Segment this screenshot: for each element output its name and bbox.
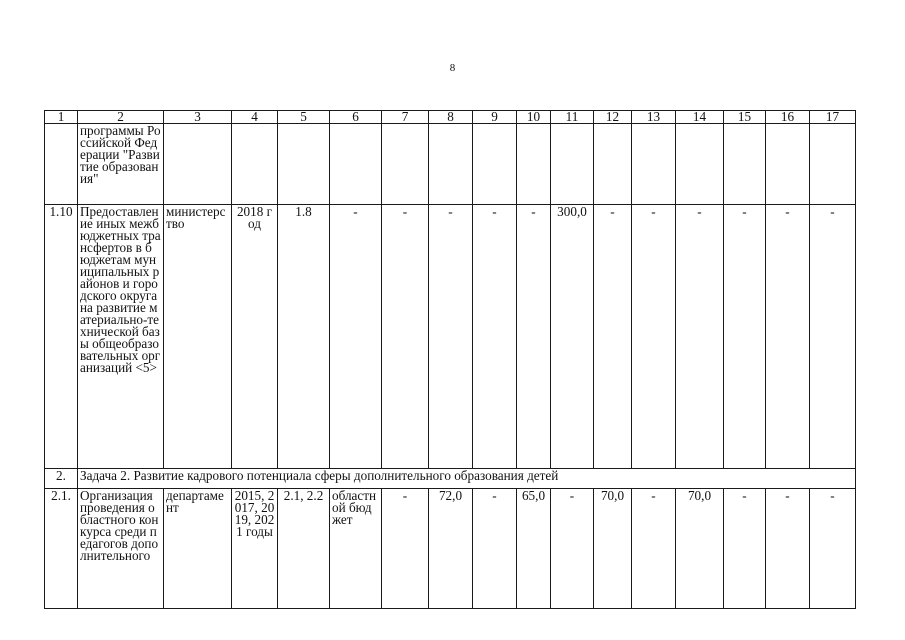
column-header: 8 [429, 111, 473, 124]
executor-cell: министерство [164, 205, 232, 469]
source-cell: областной бюджет [330, 489, 382, 609]
value-cell: - [382, 489, 429, 609]
source-cell: - [330, 205, 382, 469]
value-cell: - [473, 205, 517, 469]
value-cell: - [724, 489, 766, 609]
task-title-cell: Задача 2. Развитие кадрового потенциала сферы дополнительного образования детей [78, 469, 856, 489]
value-cell: - [429, 205, 473, 469]
table-row-1-10 [45, 205, 856, 469]
row-number-cell: 2.1. [45, 489, 78, 609]
table-cell [594, 124, 632, 205]
table-cell [382, 124, 429, 205]
period-cell: 2015, 2017, 2019, 2021 годы [232, 489, 278, 609]
value-cell: - [766, 489, 810, 609]
column-header: 12 [594, 111, 632, 124]
table-cell [330, 124, 382, 205]
table-cell [551, 124, 594, 205]
column-header: 15 [724, 111, 766, 124]
value-cell: - [594, 205, 632, 469]
value-cell: 72,0 [429, 489, 473, 609]
value-cell: - [517, 205, 551, 469]
table-cell [232, 124, 278, 205]
column-header: 2 [78, 111, 164, 124]
value-cell: 70,0 [594, 489, 632, 609]
value-cell: - [766, 205, 810, 469]
value-cell: - [676, 205, 724, 469]
value-cell: - [810, 205, 856, 469]
program-table [44, 110, 856, 609]
value-cell: - [632, 205, 676, 469]
column-header: 1 [45, 111, 78, 124]
column-number-row [45, 111, 856, 124]
column-header: 9 [473, 111, 517, 124]
table-cell [164, 124, 232, 205]
value-cell: - [473, 489, 517, 609]
column-header: 13 [632, 111, 676, 124]
table-row-2-1 [45, 489, 856, 609]
value-cell: - [382, 205, 429, 469]
value-cell: 70,0 [676, 489, 724, 609]
table-cell [473, 124, 517, 205]
column-header: 5 [278, 111, 330, 124]
column-header: 14 [676, 111, 724, 124]
table-cell [810, 124, 856, 205]
link-cell: 1.8 [278, 205, 330, 469]
column-header: 17 [810, 111, 856, 124]
page-number: 8 [449, 62, 456, 74]
task-number-cell: 2. [45, 469, 78, 489]
measure-name-cell: программы Российской Федерации "Развитие образования" [78, 124, 164, 205]
table-row-continuation [45, 124, 856, 205]
table-cell [724, 124, 766, 205]
column-header: 10 [517, 111, 551, 124]
value-cell: 65,0 [517, 489, 551, 609]
row-number-cell: 1.10 [45, 205, 78, 469]
period-cell: 2018 год [232, 205, 278, 469]
value-cell: - [632, 489, 676, 609]
task-row [45, 469, 856, 489]
table-cell [632, 124, 676, 205]
value-cell: 300,0 [551, 205, 594, 469]
table-cell [676, 124, 724, 205]
column-header: 16 [766, 111, 810, 124]
column-header: 4 [232, 111, 278, 124]
measure-name-cell: Предоставление иных межбюджетных трансфертов в бюджетам муниципальных районов и городского округа на развитие материально-технической базы общеобразовательных организаций <5> [78, 205, 164, 469]
column-header: 7 [382, 111, 429, 124]
table-cell [429, 124, 473, 205]
table-cell [517, 124, 551, 205]
link-cell: 2.1, 2.2 [278, 489, 330, 609]
table-cell [278, 124, 330, 205]
measure-name-cell: Организация проведения областного конкурса среди педагогов дополнительного [78, 489, 164, 609]
table-cell [766, 124, 810, 205]
column-header: 6 [330, 111, 382, 124]
executor-cell: департамент [164, 489, 232, 609]
column-header: 3 [164, 111, 232, 124]
table-cell [45, 124, 78, 205]
value-cell: - [810, 489, 856, 609]
column-header: 11 [551, 111, 594, 124]
value-cell: - [724, 205, 766, 469]
value-cell: - [551, 489, 594, 609]
